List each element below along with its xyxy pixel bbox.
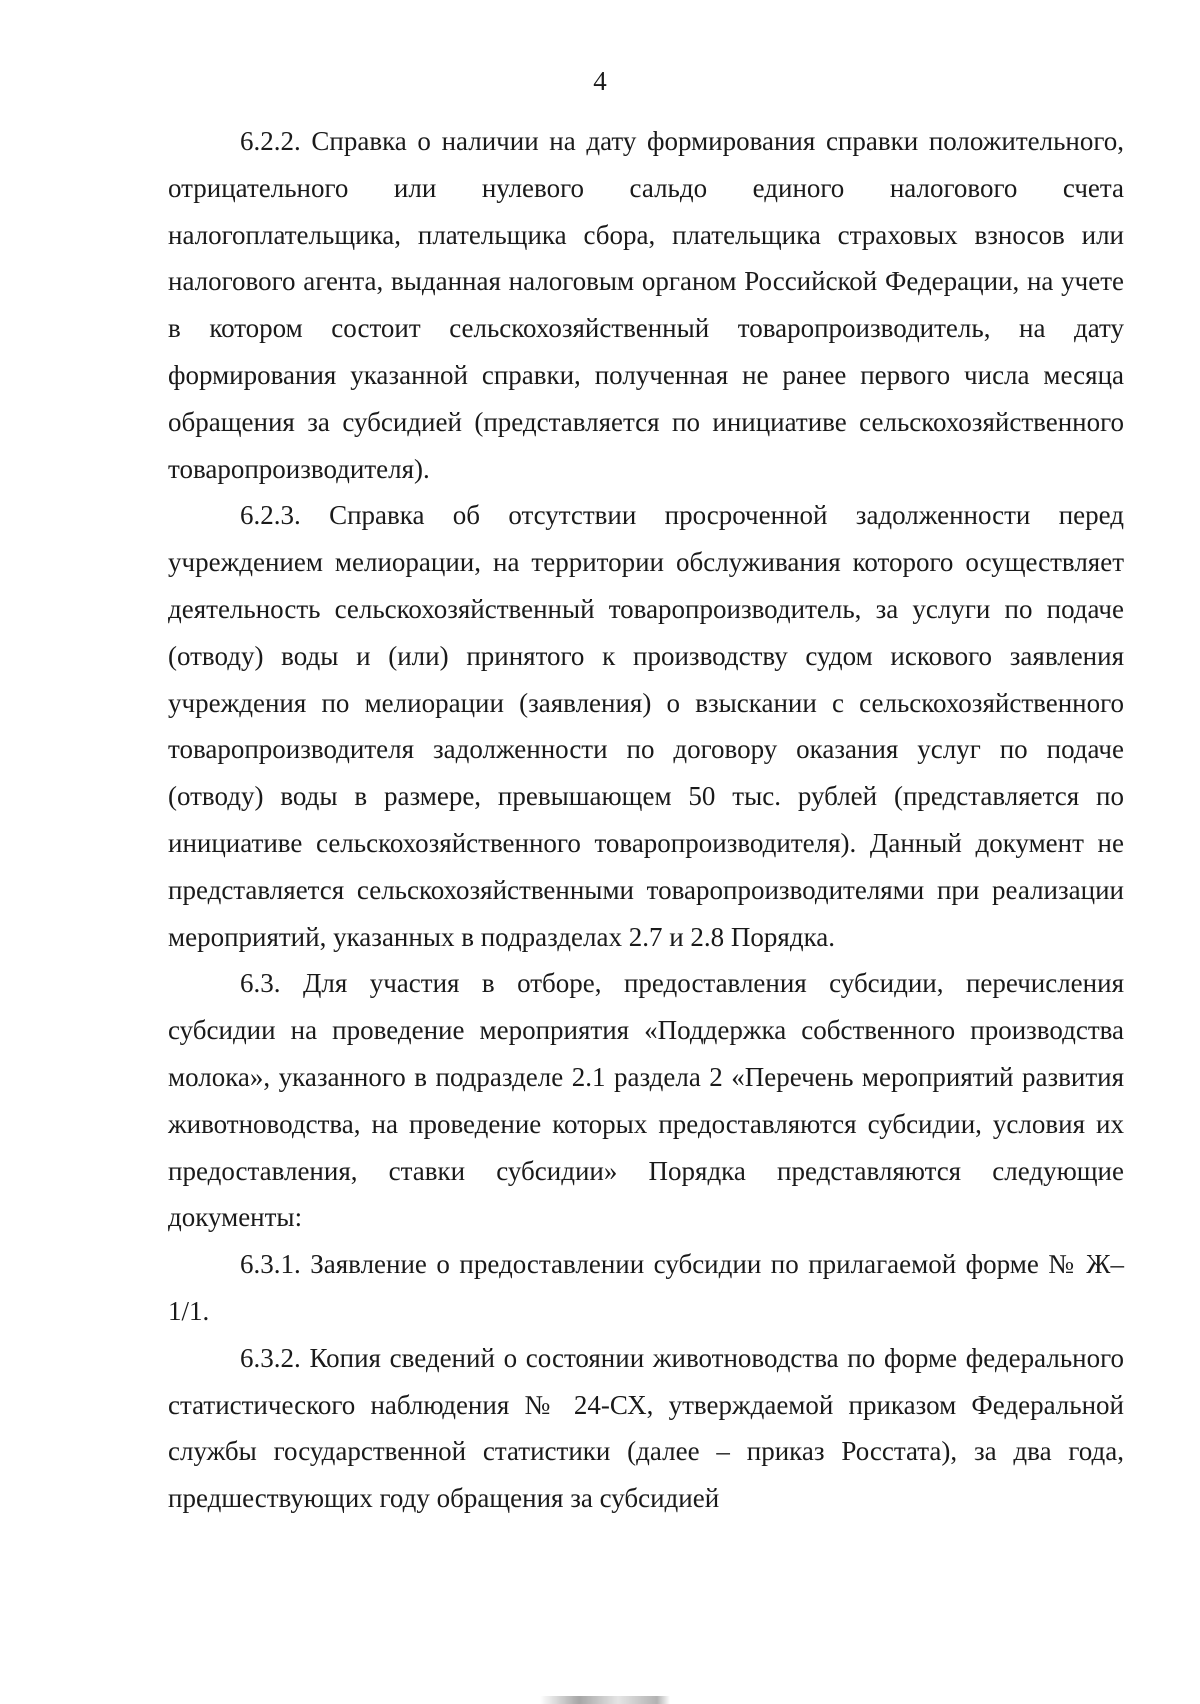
scan-artifact: [540, 1696, 670, 1704]
paragraph-6-3: 6.3. Для участия в отборе, предоставления субсидии, перечисления субсидии на проведение мероприятия «Поддержка собственного производства молока», указанного в подразделе 2.1 раздела 2 «Перечень мероприятий развития животноводства, на проведение которых предоставляются субсидии, условия их предоставления, ставки субсидии» Порядка представляются следующие документы:: [168, 968, 1124, 1233]
page-number: 4: [593, 66, 607, 96]
paragraph-6-3-1: 6.3.1. Заявление о предоставлении субсидии по прилагаемой форме № Ж–1/1.: [168, 1249, 1124, 1326]
paragraph-6-2-3: 6.2.3. Справка об отсутствии просроченной задолженности перед учреждением мелиорации, на территории обслуживания которого осуществляет деятельность сельскохозяйственный товаропроизводитель, за услуги по подаче (отводу) воды и (или) принятого к производству судом искового заявления учреждения по мелиорации (заявления) о взыскании с сельскохозяйственного товаропроизводителя задолженности по договору оказания услуг по подаче (отводу) воды в размере, превышающем 50 тыс. рублей (представляется по инициативе сельскохозяйственного товаропроизводителя). Данный документ не представляется сельскохозяйственными товаропроизводителями при реализации мероприятий, указанных в подразделах 2.7 и 2.8 Порядка.: [168, 500, 1124, 952]
paragraph-6-3-2: 6.3.2. Копия сведений о состоянии животноводства по форме федерального статистического наблюдения № 24-СХ, утверждаемой приказом Федеральной службы государственной статистики (далее – приказ Росстата), за два года, предшествующих году обращения за субсидией: [168, 1342, 1124, 1514]
paragraph-6-2-2: 6.2.2. Справка о наличии на дату формирования справки положительного, отрицательного или нулевого сальдо единого налогового счета налогоплательщика, плательщика сбора, плательщика страховых взносов или налогового агента, выданная налоговым органом Российской Федерации, на учете в котором состоит сельскохозяйственный товаропроизводитель, на дату формирования указанной справки, полученная не ранее первого числа месяца обращения за субсидией (представляется по инициативе сельскохозяйственного товаропроизводителя).: [168, 126, 1124, 484]
document-body: [168, 118, 1124, 1522]
